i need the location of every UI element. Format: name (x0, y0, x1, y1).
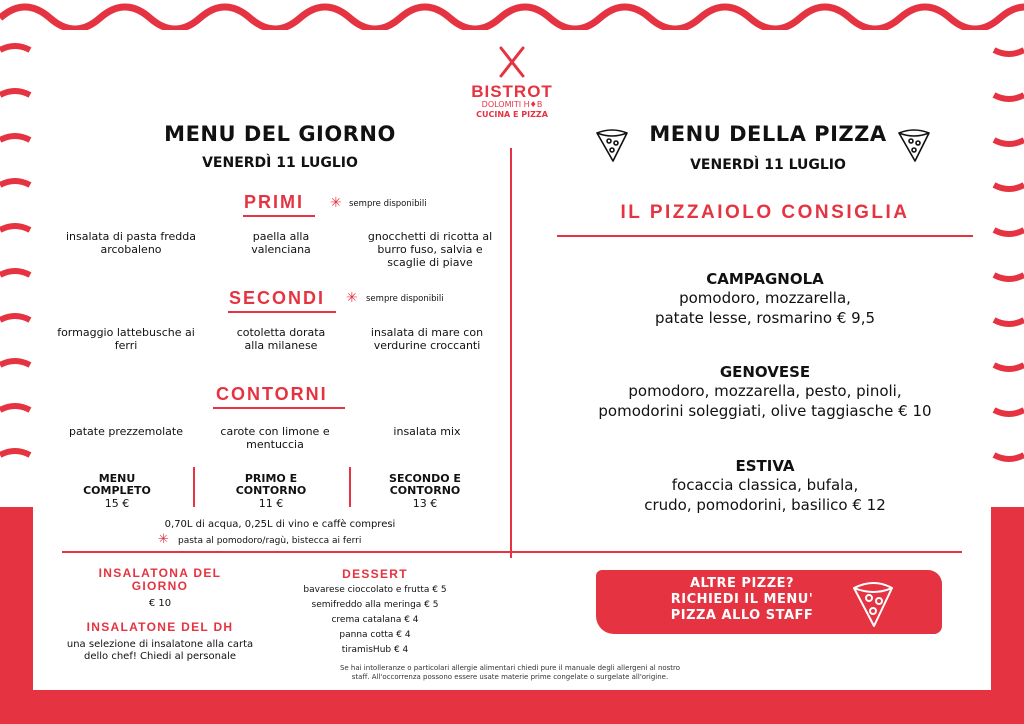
primi-item-3: gnocchetti di ricotta al burro fuso, salvia e scaglie di piave (367, 230, 493, 269)
pizza-slice-icon (593, 125, 631, 163)
pizza-menu-date: VENERDÌ 11 LUGLIO (690, 157, 846, 173)
pizza-desc-line2: patate lesse, rosmarino € 9,5 (654, 309, 876, 327)
horizontal-divider (62, 551, 962, 553)
pizza-desc-line1: focaccia classica, bufala, (671, 476, 859, 494)
contorni-item-2: carote con limone e mentuccia (220, 425, 330, 451)
dessert-item: tiramisHub € 4 (341, 645, 409, 655)
price-label-secondo: SECONDO E CONTORNO (389, 472, 461, 497)
pizza-genovese (560, 363, 970, 421)
daily-menu-date: VENERDÌ 11 LUGLIO (202, 155, 358, 171)
insalatona-price: € 10 (148, 598, 172, 609)
contorni-underline (213, 407, 345, 409)
logo-name: BISTROT (471, 82, 553, 101)
secondi-note: sempre disponibili (366, 294, 444, 304)
dessert-title: DESSERT (342, 567, 408, 581)
contorni-title: CONTORNI (216, 384, 328, 404)
primi-item-1: insalata di pasta fredda arcobaleno (65, 230, 196, 256)
insalatona-title: INSALATONA DEL GIORNO (98, 566, 222, 593)
pizza-menu-title: MENU DELLA PIZZA (649, 122, 887, 146)
cta-line: ALTRE PIZZE? (689, 576, 795, 591)
pizza-desc-line2: crudo, pomodorini, basilico € 12 (644, 496, 886, 514)
daily-menu-title: MENU DEL GIORNO (164, 122, 396, 146)
dessert-item: bavarese cioccolato e frutta € 5 (303, 585, 447, 595)
dessert-item: crema catalana € 4 (331, 615, 419, 625)
center-divider (510, 148, 512, 558)
pizza-estiva (560, 457, 970, 515)
pizzaiolo-subtitle: IL PIZZAIOLO CONSIGLIA (620, 202, 910, 223)
secondi-item-3: insalata di mare con verdurine croccanti (370, 326, 484, 352)
logo-line2: CUCINA E PIZZA (476, 110, 548, 119)
asterisk-icon: ✳ (330, 195, 342, 211)
pizza-desc-line1: pomodoro, mozzarella, (679, 289, 851, 307)
pizza-campagnola (560, 270, 970, 328)
logo (462, 44, 562, 120)
price-label-full: MENU COMPLETO (83, 472, 151, 497)
dessert-item: panna cotta € 4 (339, 630, 411, 640)
price-label-primo: PRIMO E CONTORNO (235, 472, 307, 497)
fork-knife-icon (497, 44, 527, 80)
price-value-full: 15 € (104, 497, 130, 510)
pizza-name: GENOVESE (719, 363, 811, 381)
primi-underline (243, 215, 315, 217)
allergens-note: Se hai intolleranze o particolari allergie alimentari chiedi pure il manuale degli allergeni al nostro staff. All'occorrenza possono essere usate materie prime congelate o surgelate all'origine. (339, 664, 681, 681)
footnote-text: pasta al pomodoro/ragù, bistecca ai ferri (178, 536, 362, 546)
contorni-item-3: insalata mix (393, 425, 461, 438)
cta-line: RICHIEDI IL MENU' (670, 592, 814, 607)
dessert-item: semifreddo alla meringa € 5 (311, 600, 439, 610)
pizza-name: CAMPAGNOLA (706, 270, 824, 288)
pizza-slice-icon (850, 576, 896, 628)
secondi-title: SECONDI (229, 288, 326, 308)
primi-title: PRIMI (244, 192, 305, 212)
pizza-desc-line2: pomodorini soleggiati, olive taggiasche € 10 (598, 402, 932, 420)
price-value-secondo: 13 € (412, 497, 438, 510)
dessert-list (290, 583, 460, 658)
secondi-item-2: cotoletta dorata alla milanese (236, 326, 326, 352)
price-divider-1 (193, 467, 195, 507)
contorni-item-1: patate prezzemolate (68, 425, 184, 438)
price-block-secondo (380, 473, 470, 510)
insalatone-title: INSALATONE DEL DH (86, 620, 234, 634)
price-block-primo (226, 473, 316, 510)
logo-line1: DOLOMITI H♦B (481, 100, 543, 109)
price-value-primo: 11 € (258, 497, 284, 510)
insalatone-text: una selezione di insalatone alla carta dello chef! Chiedi al personale (66, 639, 254, 662)
cta-line: PIZZA ALLO STAFF (670, 608, 814, 623)
secondi-item-1: formaggio lattebusche ai ferri (57, 326, 195, 352)
pizzaiolo-underline (557, 235, 973, 237)
includes-note: 0,70L di acqua, 0,25L di vino e caffè compresi (164, 519, 396, 530)
asterisk-icon: ✳ (346, 290, 358, 306)
secondi-underline (228, 311, 336, 313)
price-block-full (72, 473, 162, 510)
primi-item-2: paella alla valenciana (251, 230, 311, 256)
more-pizza-text (632, 576, 852, 624)
pizza-name: ESTIVA (735, 457, 795, 475)
price-divider-2 (349, 467, 351, 507)
primi-note: sempre disponibili (349, 199, 427, 209)
asterisk-icon: ✳ (158, 532, 169, 547)
pizza-desc-line1: pomodoro, mozzarella, pesto, pinoli, (628, 382, 902, 400)
